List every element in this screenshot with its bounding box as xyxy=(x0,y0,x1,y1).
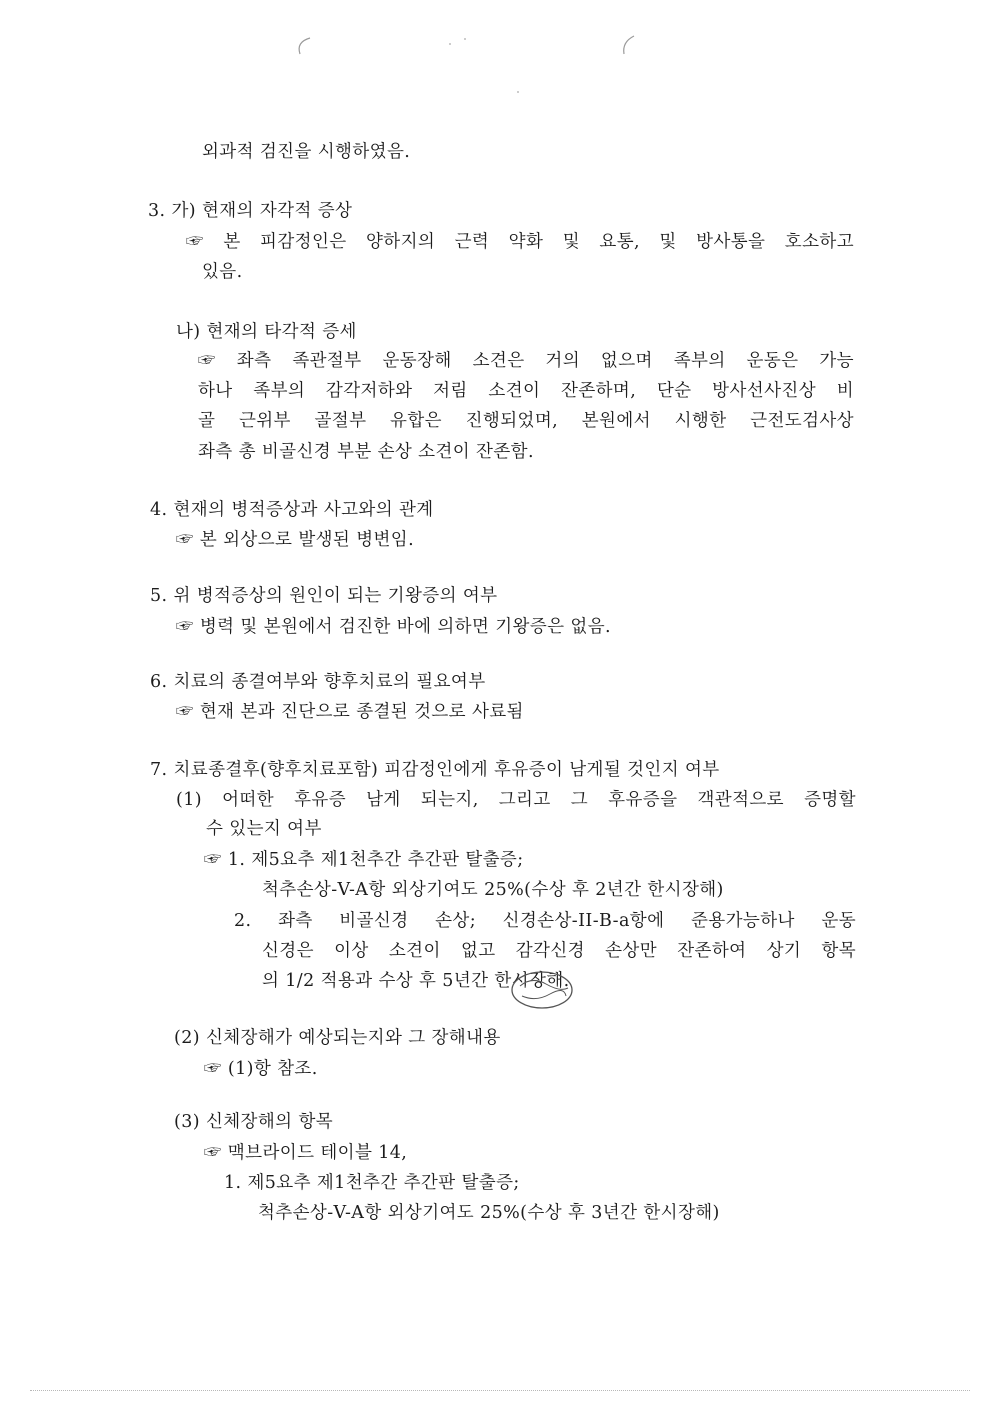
scan-artifact xyxy=(290,30,650,100)
text-line: 하나 족부의 감각저하와 저림 소견이 잔존하며, 단순 방사선사진상 비 xyxy=(198,381,854,401)
section-7-heading: 7. 치료종결후(향후치료포함) 피감정인에게 후유증이 남게될 것인지 여부 xyxy=(150,760,720,780)
text-line: 있음. xyxy=(202,262,243,282)
text-line: ☞ (1)항 참조. xyxy=(204,1059,318,1079)
section-6-heading: 6. 치료의 종결여부와 향후치료의 필요여부 xyxy=(150,672,486,692)
text-line: 척추손상-V-A항 외상기여도 25%(수상 후 3년간 한시장해) xyxy=(258,1203,720,1223)
text-line: 척추손상-V-A항 외상기여도 25%(수상 후 2년간 한시장해) xyxy=(262,880,724,900)
text-line: ☞ 현재 본과 진단으로 종결된 것으로 사료됨 xyxy=(176,702,524,722)
subsection-heading: (3) 신체장해의 항목 xyxy=(174,1112,334,1132)
text-line: ☞ 본 외상으로 발생된 병변임. xyxy=(176,530,415,550)
scan-edge-line xyxy=(30,1390,970,1391)
text-line: 외과적 검진을 시행하였음. xyxy=(202,142,411,162)
subsection-heading: (2) 신체장해가 예상되는지와 그 장해내용 xyxy=(174,1028,501,1048)
section-4-heading: 4. 현재의 병적증상과 사고와의 관계 xyxy=(150,500,434,520)
section-5-heading: 5. 위 병적증상의 원인이 되는 기왕증의 여부 xyxy=(150,586,498,606)
text-line: ☞ 본 피감정인은 양하지의 근력 약화 및 요통, 및 방사통을 호소하고 xyxy=(186,232,854,252)
text-line: 2. 좌측 비골신경 손상; 신경손상-II-B-a항에 준용가능하나 운동 xyxy=(234,911,856,931)
text-line: 수 있는지 여부 xyxy=(206,819,322,839)
text-line: 골 근위부 골절부 유합은 진행되었며, 본원에서 시행한 근전도검사상 xyxy=(198,411,854,431)
seal-stamp xyxy=(506,966,578,1012)
text-line: 1. 제5요추 제1천추간 추간판 탈출증; xyxy=(224,1173,520,1193)
text-line: 의 1/2 적용과 수상 후 5년간 한시장해. xyxy=(262,971,570,991)
subsection-heading: 나) 현재의 타각적 증세 xyxy=(176,322,357,342)
text-line: (1) 어떠한 후유증 남게 되는지, 그리고 그 후유증을 객관적으로 증명할 xyxy=(176,790,856,810)
text-line: ☞ 병력 및 본원에서 검진한 바에 의하면 기왕증은 없음. xyxy=(176,617,611,637)
section-3-heading: 3. 가) 현재의 자각적 증상 xyxy=(148,201,353,221)
text-line: 신경은 이상 소견이 없고 감각신경 손상만 잔존하여 상기 항목 xyxy=(262,941,856,961)
text-line: 좌측 총 비골신경 부분 손상 소견이 잔존함. xyxy=(198,442,534,462)
text-line: ☞ 좌측 족관절부 운동장해 소견은 거의 없으며 족부의 운동은 가능 xyxy=(198,351,854,371)
text-line: ☞ 맥브라이드 테이블 14, xyxy=(204,1143,408,1163)
text-line: ☞ 1. 제5요추 제1천추간 추간판 탈출증; xyxy=(204,850,524,870)
